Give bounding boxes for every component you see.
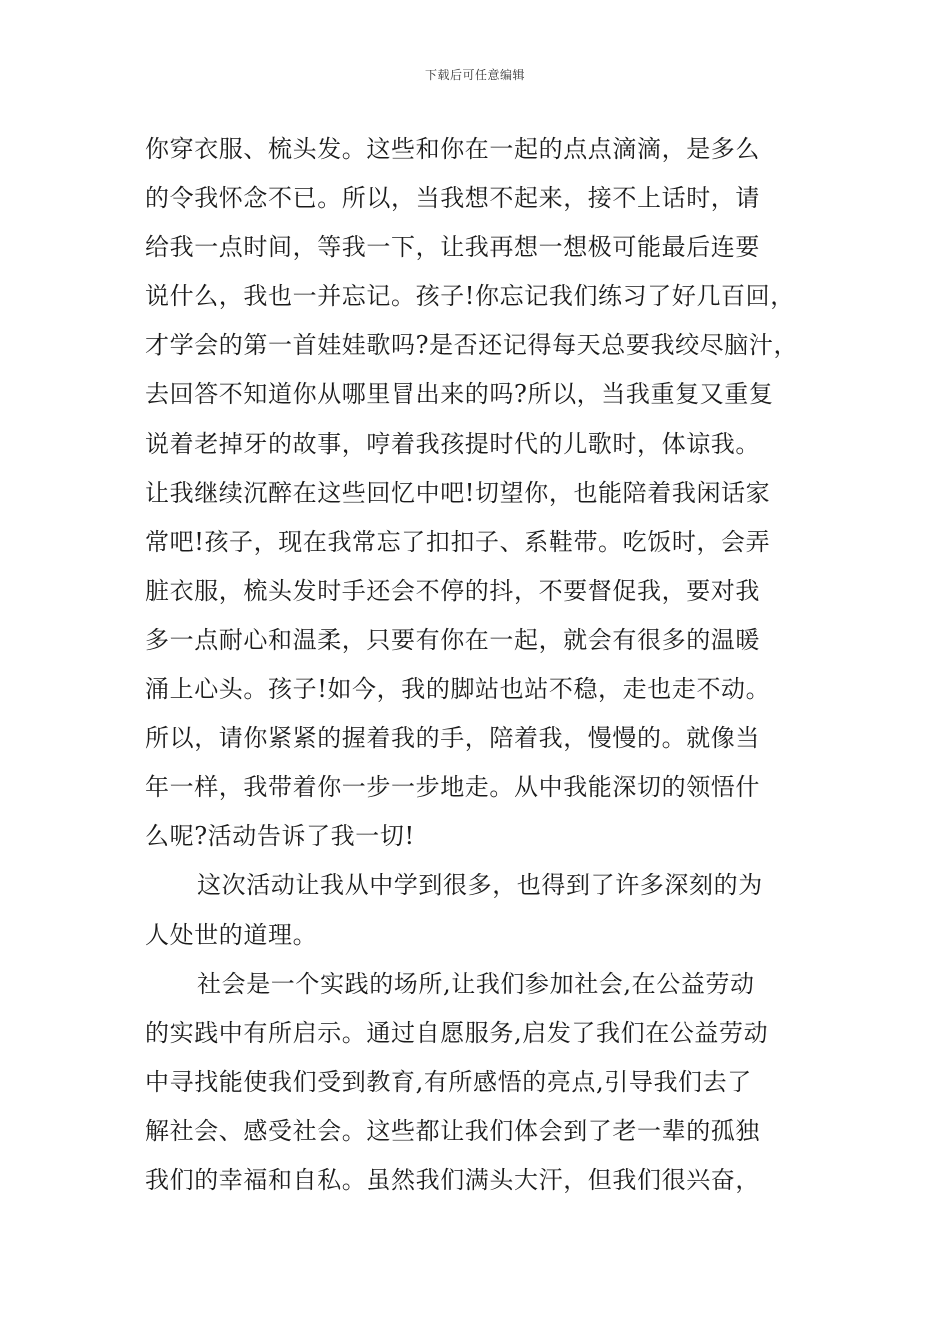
text-line: 说着老掉牙的故事，哼着我孩提时代的儿歌时，体谅我。 xyxy=(145,429,760,458)
text-line: 么呢?活动告诉了我一切! xyxy=(145,822,415,851)
text-line: 让我继续沉醉在这些回忆中吧!切望你，也能陪着我闲话家 xyxy=(145,478,771,507)
text-line: 脏衣服，梳头发时手还会不停的抖，不要督促我，要对我 xyxy=(145,576,760,605)
text-line: 常吧!孩子，现在我常忘了扣扣子、系鞋带。吃饭时，会弄 xyxy=(145,527,771,556)
text-line: 人处世的道理。 xyxy=(145,920,318,949)
text-line: 涌上心头。孩子!如今，我的脚站也站不稳，走也走不动。 xyxy=(145,675,771,704)
text-line: 所以，请你紧紧的握着我的手，陪着我，慢慢的。就像当 xyxy=(145,724,760,753)
paragraph-first-line: 这次活动让我从中学到很多，也得到了许多深刻的为 xyxy=(197,871,763,900)
paragraph-first-line: 社会是一个实践的场所,让我们参加社会,在公益劳动 xyxy=(197,969,755,998)
text-line: 我们的幸福和自私。虽然我们满头大汗，但我们很兴奋， xyxy=(145,1165,760,1194)
text-line: 去回答不知道你从哪里冒出来的吗?所以，当我重复又重复 xyxy=(145,380,774,409)
text-line: 给我一点时间，等我一下，让我再想一想极可能最后连要 xyxy=(145,233,760,262)
text-line: 的令我怀念不已。所以，当我想不起来，接不上话时，请 xyxy=(145,184,760,213)
text-line: 年一样，我带着你一步一步地走。从中我能深切的领悟什 xyxy=(145,773,760,802)
text-line: 多一点耐心和温柔，只要有你在一起，就会有很多的温暖 xyxy=(145,625,760,654)
header-note: 下载后可任意编辑 xyxy=(424,68,525,82)
text-line: 解社会、感受社会。这些都让我们体会到了老一辈的孤独 xyxy=(145,1116,760,1145)
text-line: 才学会的第一首娃娃歌吗?是否还记得每天总要我绞尽脑汁， xyxy=(145,331,799,360)
text-line: 说什么，我也一并忘记。孩子!你忘记我们练习了好几百回， xyxy=(145,282,795,311)
text-line: 中寻找能使我们受到教育,有所感悟的亮点,引导我们去了 xyxy=(145,1067,752,1096)
text-line: 你穿衣服、梳头发。这些和你在一起的点点滴滴，是多么 xyxy=(145,135,760,163)
text-line: 的实践中有所启示。通过自愿服务,启发了我们在公益劳动 xyxy=(145,1018,769,1047)
body-text xyxy=(145,125,810,1205)
